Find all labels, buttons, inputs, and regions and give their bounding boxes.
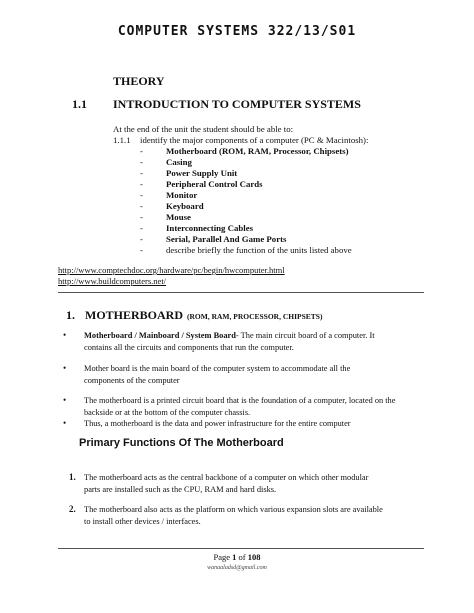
section-number: 1.1 bbox=[72, 97, 87, 111]
list-item: Motherboard (ROM, RAM, Processor, Chipsets) bbox=[166, 146, 349, 156]
page-number bbox=[0, 552, 474, 562]
list-dash: - bbox=[140, 201, 143, 211]
footer-divider bbox=[58, 548, 424, 549]
bullet-text: Thus, a motherboard is the data and power infrastructure for the entire computer bbox=[84, 419, 351, 428]
list-item: Casing bbox=[166, 157, 192, 167]
intro-text: At the end of the unit the student should be able to: bbox=[113, 124, 294, 134]
divider bbox=[58, 292, 424, 293]
list-dash: - bbox=[140, 168, 143, 178]
list-dash: - bbox=[140, 157, 143, 167]
page-current: 1 bbox=[232, 552, 237, 562]
list-item: Serial, Parallel And Game Ports bbox=[166, 234, 287, 244]
objective-number: 1.1.1 bbox=[113, 135, 131, 145]
bullet-text: components of the computer bbox=[84, 376, 180, 385]
bullet-text: Mother board is the main board of the computer system to accommodate all the bbox=[84, 364, 351, 373]
list-item: Power Supply Unit bbox=[166, 168, 238, 178]
bullet-icon: • bbox=[63, 330, 67, 340]
motherboard-title: MOTHERBOARD bbox=[85, 308, 184, 322]
bullet-icon: • bbox=[63, 363, 67, 373]
list-dash: - bbox=[140, 223, 143, 233]
function-text: The motherboard acts as the central backbone of a computer on which other modular bbox=[84, 473, 369, 482]
list-dash: - bbox=[140, 190, 143, 200]
primary-functions-heading: Primary Functions Of The Motherboard bbox=[79, 437, 284, 449]
list-item: describe briefly the function of the units listed above bbox=[166, 245, 352, 255]
bullet-text: - The main circuit board of a computer. It bbox=[235, 331, 375, 340]
function-paragraph bbox=[84, 504, 429, 528]
theory-heading: THEORY bbox=[113, 74, 165, 88]
motherboard-heading bbox=[66, 306, 322, 324]
list-dash: - bbox=[140, 212, 143, 222]
bullet-icon: • bbox=[63, 395, 67, 405]
running-header: COMPUTER SYSTEMS 322/13/S01 bbox=[117, 24, 357, 39]
bullet-paragraph bbox=[84, 363, 429, 387]
reference-link[interactable]: http://www.comptechdoc.org/hardware/pc/begin/hwcomputer.html bbox=[58, 265, 285, 275]
footer-email: wanaaladsd@gmail.com bbox=[207, 565, 267, 571]
list-item: Interconnecting Cables bbox=[166, 223, 254, 233]
objective-text: identify the major components of a computer (PC & Macintosh): bbox=[140, 135, 369, 145]
page-of: of bbox=[236, 552, 248, 562]
function-text: to install other devices / interfaces. bbox=[84, 517, 201, 526]
list-item: Peripheral Control Cards bbox=[166, 179, 263, 189]
list-dash: - bbox=[140, 179, 143, 189]
section-title: INTRODUCTION TO COMPUTER SYSTEMS bbox=[113, 97, 361, 111]
function-text: parts are installed such as the CPU, RAM and hard disks. bbox=[84, 485, 277, 494]
bullet-icon: • bbox=[63, 418, 67, 428]
bullet-text: contains all the circuits and components that run the computer. bbox=[84, 343, 294, 352]
function-paragraph bbox=[84, 472, 429, 496]
page-total: 108 bbox=[247, 552, 261, 562]
function-number: 2. bbox=[69, 504, 76, 514]
motherboard-number: 1. bbox=[66, 308, 75, 322]
list-item: Mouse bbox=[166, 212, 191, 222]
page-label: Page bbox=[213, 552, 233, 562]
motherboard-subtitle: (ROM, RAM, PROCESSOR, CHIPSETS) bbox=[187, 312, 323, 321]
bullet-paragraph bbox=[84, 395, 424, 419]
function-number: 1. bbox=[69, 472, 76, 482]
reference-link[interactable]: http://www.buildcomputers.net/ bbox=[58, 276, 167, 286]
list-item: Keyboard bbox=[166, 201, 204, 211]
bullet-paragraph bbox=[84, 330, 429, 354]
bullet-text: The motherboard is a printed circuit board that is the foundation of a computer, located on the bbox=[84, 396, 396, 405]
list-dash: - bbox=[140, 234, 143, 244]
function-text: The motherboard also acts as the platform on which various expansion slots are available bbox=[84, 505, 383, 514]
list-dash: - bbox=[140, 245, 143, 255]
bullet-term: Motherboard / Mainboard / System Board bbox=[84, 331, 236, 340]
bullet-text: backside or at the bottom of the computer chassis. bbox=[84, 408, 251, 417]
list-dash: - bbox=[140, 146, 143, 156]
bullet-paragraph bbox=[84, 418, 424, 430]
list-item: Monitor bbox=[166, 190, 198, 200]
